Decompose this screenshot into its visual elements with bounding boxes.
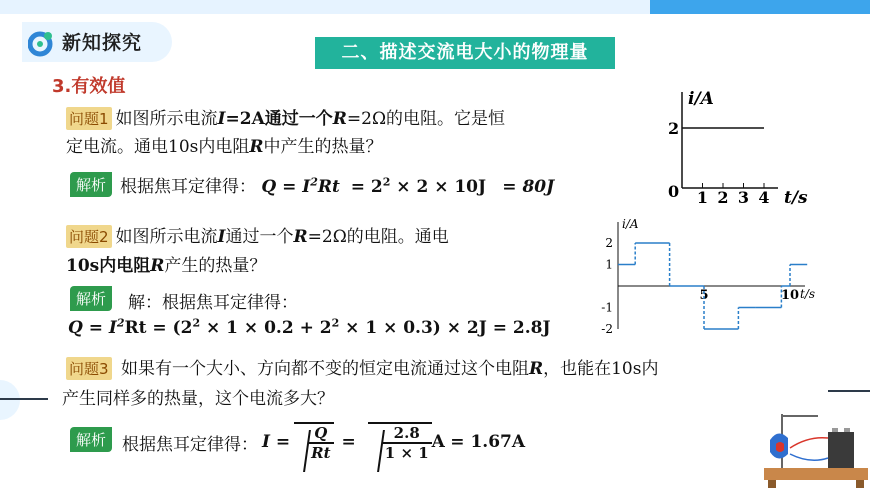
answer3-tag: 解析 xyxy=(70,427,112,452)
origin-label: 0 xyxy=(668,182,680,201)
subsection-title: 3.有效值 xyxy=(52,76,126,97)
apparatus-illustration xyxy=(762,408,870,489)
y-axis-label: i/A xyxy=(622,217,639,231)
sqrt-1: $\frac{Q}{Rt}$ xyxy=(294,422,333,462)
logo-icon xyxy=(28,29,56,57)
question2-tag: 问题2 xyxy=(66,225,112,248)
answer2-prefix: 解：根据焦耳定律得： xyxy=(128,293,298,313)
x-tick-label: 5 xyxy=(699,288,709,303)
question1-tag: 问题1 xyxy=(66,107,112,130)
decorative-line-right xyxy=(828,390,870,392)
answer3-formula: 根据焦耳定律得： I = $\frac{Q}{Rt}$ = $\frac{2.8}{1 \times 1}$ A = 1.67A xyxy=(122,424,526,462)
decorative-circle xyxy=(0,380,20,420)
x-tick-label: 2 xyxy=(717,188,729,207)
x-tick-label: 3 xyxy=(737,188,750,207)
chart-constant-current xyxy=(660,84,830,212)
x-axis-label: t/s xyxy=(800,287,816,301)
question3-line2: 产生同样多的热量，这个电流多大？ xyxy=(62,389,334,409)
x-axis-label: t/s xyxy=(784,188,808,208)
y-tick-label: -1 xyxy=(601,300,613,315)
answer1-formula: 根据焦耳定律得： $Q = I^2Rt = 2^2 \times 2 \times 10J$ = 80J xyxy=(120,175,555,197)
answer2-formula: $Q = I^2Rt = (2^2 \times 1 \times 0.2 + 2^2 \times 1 \times 0.3) \times 2J = 2.8J$ xyxy=(68,316,551,338)
question3-line1: 问题3 如果有一个大小、方向都不变的恒定电流通过这个电阻R，也能在10s内 xyxy=(66,354,658,380)
battery-icon xyxy=(828,432,854,468)
question1-line2: 定电流。通电10s内电阻R中产生的热量？ xyxy=(66,137,383,157)
top-bar-accent xyxy=(650,0,870,14)
question3-tag: 问题3 xyxy=(66,357,112,380)
x-tick-label: 1 xyxy=(696,188,709,207)
x-tick-label: 10 xyxy=(780,288,800,303)
apparatus-base xyxy=(764,468,868,480)
y-tick-label: 2 xyxy=(605,236,613,250)
answer2-tag: 解析 xyxy=(70,286,112,311)
x-tick-label: 4 xyxy=(758,188,770,207)
question1-line1: 问题1 如图所示电流I=2A通过一个R=2Ω的电阻。它是恒 xyxy=(66,104,505,130)
sqrt-2: $\frac{2.8}{1 \times 1}$ xyxy=(368,422,432,462)
y-tick-label: -2 xyxy=(601,322,613,336)
y-axis-label: i/A xyxy=(688,89,714,109)
decorative-line-left xyxy=(0,398,48,400)
question2-line1: 问题2 如图所示电流I通过一个R=2Ω的电阻。通电 xyxy=(66,222,449,248)
header-title: 新知探究 xyxy=(62,32,143,54)
question2-line2: 10s内电阻R产生的热量？ xyxy=(66,256,267,276)
y-tick-label: 2 xyxy=(668,119,680,138)
section-title: 二、描述交流电大小的物理量 xyxy=(315,37,615,69)
chart-varying-current xyxy=(600,214,820,336)
answer1-tag: 解析 xyxy=(70,172,112,197)
y-tick-label: 1 xyxy=(605,257,613,272)
